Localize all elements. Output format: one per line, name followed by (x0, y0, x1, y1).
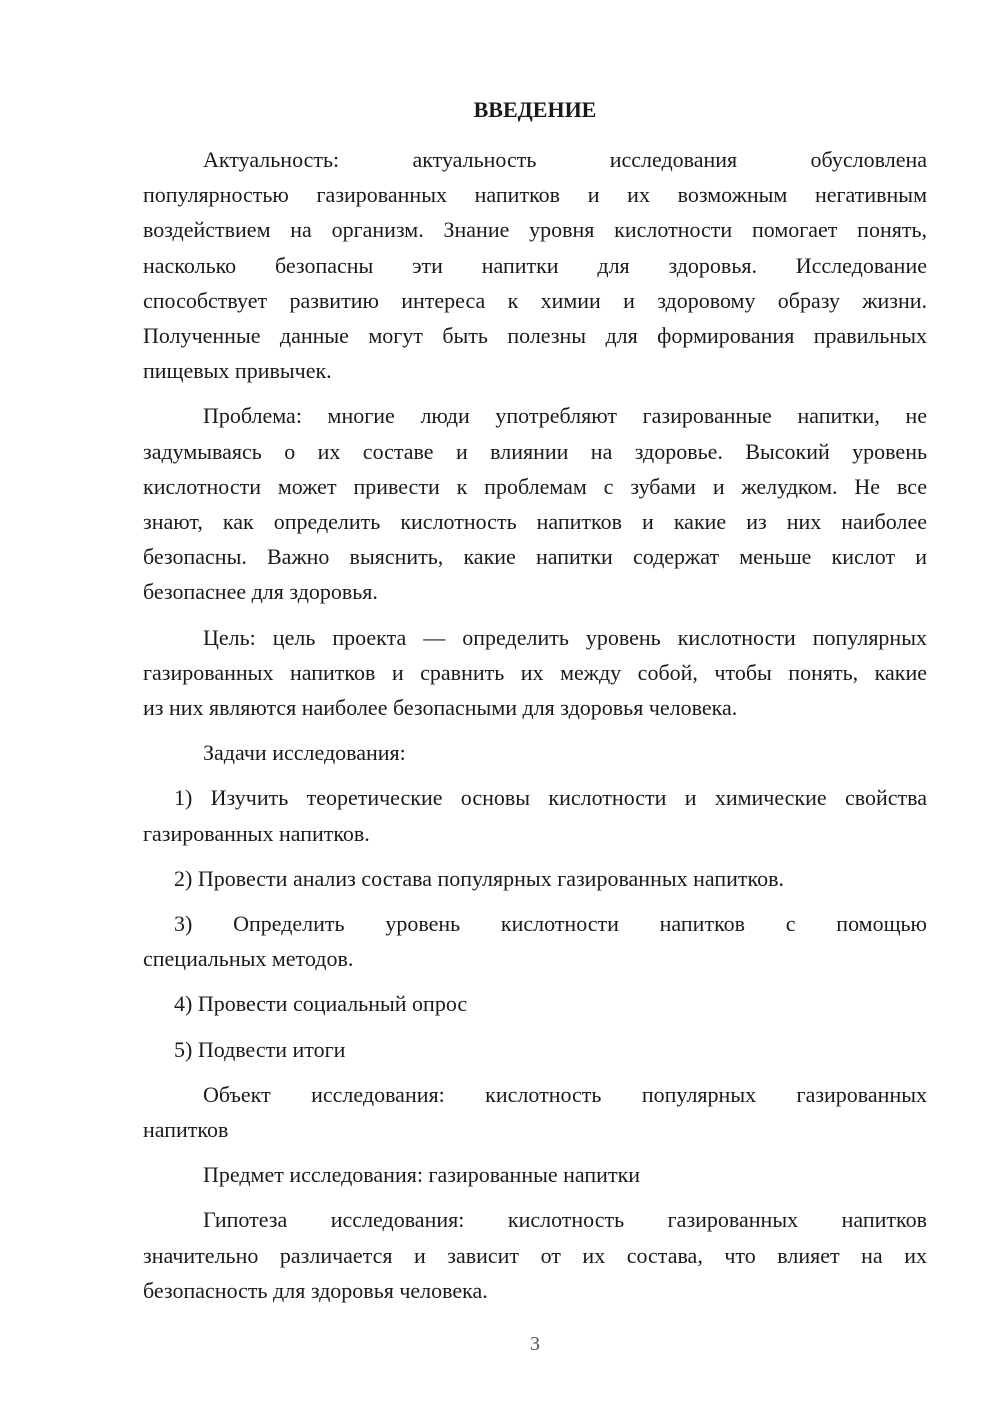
paragraph (143, 780, 927, 850)
text-line: Объект исследования: кислотность популярных газированных (203, 1081, 927, 1107)
paragraph (143, 1157, 927, 1192)
text-line: из них являются наиболее безопасными для здоровья человека. (143, 695, 738, 721)
text-line: воздействием на организм. Знание уровня кислотности помогает понять, (143, 217, 927, 243)
text-line: способствует развитию интереса к химии и здоровому образу жизни. (143, 287, 927, 313)
text-line: значительно различается и зависит от их состава, что влияет на их (143, 1242, 927, 1268)
text-line: Предмет исследования: газированные напитки (203, 1162, 641, 1188)
text-line: Полученные данные могут быть полезны для формирования правильных (143, 323, 927, 349)
document-body (143, 142, 927, 1308)
text-line: Задачи исследования: (203, 740, 406, 766)
text-line: безопасность для здоровья человека. (143, 1277, 488, 1303)
text-line: газированных напитков. (143, 820, 370, 846)
paragraph (143, 1202, 927, 1308)
paragraph (143, 861, 927, 896)
text-line: напитков (143, 1117, 229, 1143)
paragraph (143, 1077, 927, 1147)
text-line: специальных методов. (143, 946, 354, 972)
text-line: 5) Подвести итоги (174, 1036, 346, 1062)
text-line: Гипотеза исследования: кислотность газированных напитков (203, 1207, 927, 1233)
page-title: ВВЕДЕНИЕ (473, 97, 597, 122)
text-line: Цель: цель проекта — определить уровень кислотности популярных (203, 624, 927, 650)
page-number: 3 (530, 1333, 540, 1355)
document-page (143, 92, 927, 1308)
text-line: безопасны. Важно выяснить, какие напитки содержат меньше кислот и (143, 544, 927, 570)
text-line: 3) Определить уровень кислотности напитков с помощью (174, 911, 927, 937)
text-line: задумываясь о их составе и влиянии на здоровье. Высокий уровень (143, 438, 927, 464)
text-line: 4) Провести социальный опрос (174, 991, 468, 1017)
text-line: газированных напитков и сравнить их между собой, чтобы понять, какие (143, 659, 927, 685)
text-line: 2) Провести анализ состава популярных газированных напитков. (174, 865, 785, 891)
paragraph (143, 735, 927, 770)
text-line: Проблема: многие люди употребляют газированные напитки, не (203, 403, 927, 429)
paragraph (143, 986, 927, 1021)
text-line: кислотности может привести к проблемам с зубами и желудком. Не все (143, 473, 927, 499)
text-line: безопаснее для здоровья. (143, 579, 378, 605)
text-line: популярностью газированных напитков и их возможным негативным (143, 182, 927, 208)
text-line: Актуальность: актуальность исследования обусловлена (203, 147, 927, 172)
text-line: насколько безопасны эти напитки для здоровья. Исследование (143, 252, 927, 278)
paragraph (143, 906, 927, 976)
paragraph (143, 1032, 927, 1067)
paragraph (143, 620, 927, 726)
text-line: пищевых привычек. (143, 358, 332, 384)
text-line: знают, как определить кислотность напитков и какие из них наиболее (143, 509, 927, 535)
text-line: 1) Изучить теоретические основы кислотности и химические свойства (174, 785, 927, 811)
paragraph (143, 142, 927, 388)
paragraph (143, 398, 927, 609)
